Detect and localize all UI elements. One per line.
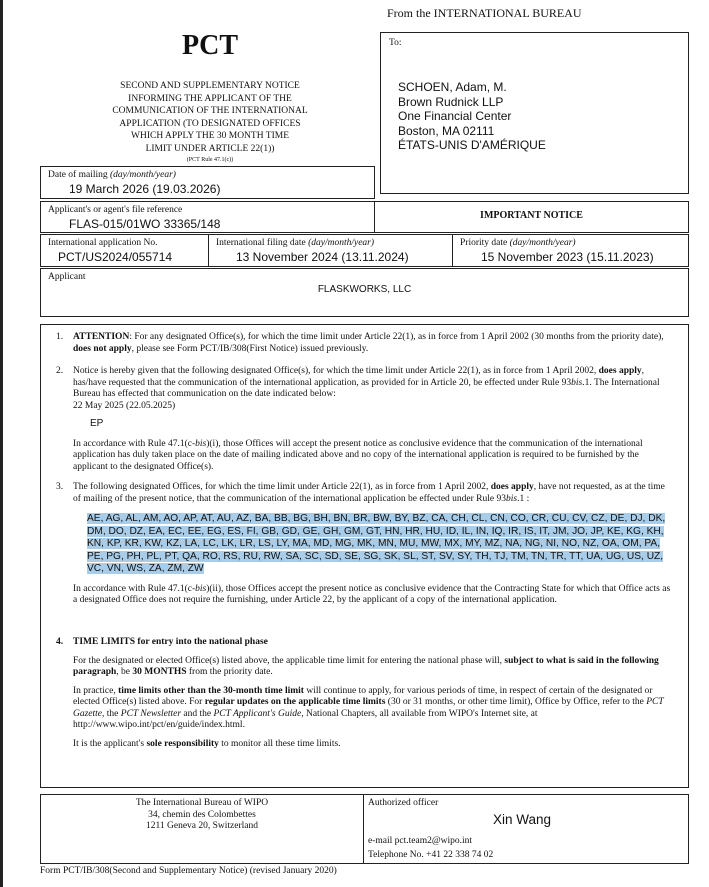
addressee [398, 80, 546, 153]
address-line: SCHOEN, Adam, M. [398, 80, 507, 94]
requesting-offices: EP [90, 418, 104, 429]
item-number: 1. [56, 332, 64, 342]
file-reference: FLAS-015/01WO 33365/148 [69, 217, 221, 231]
filing-date: 13 November 2024 (13.11.2024) [236, 250, 409, 264]
notice-line: APPLICATION (TO DESIGNATED OFFICES [119, 118, 301, 129]
form-identifier: Form PCT/IB/308(Second and Supplementary Notice) (revised January 2020) [40, 866, 337, 876]
intl-app-label: International application No. [48, 238, 158, 248]
application-info-row [40, 234, 689, 267]
officer-email: e-mail pct.team2@wipo.int [368, 836, 472, 846]
item-number: 2. [56, 366, 64, 376]
addressee-box [380, 32, 689, 194]
file-reference-box [40, 201, 689, 233]
bureau-address-line: 34, chemin des Colombettes [148, 809, 256, 820]
notice-line: INFORMING THE APPLICANT OF THE [128, 93, 292, 104]
file-reference-label: Applicant's or agent's file reference [48, 205, 183, 215]
applicant-name: FLASKWORKS, LLC [317, 284, 412, 295]
item-number: 4. [56, 637, 64, 647]
applicant-box [40, 268, 689, 317]
from-bureau: From the INTERNATIONAL BUREAU [387, 6, 582, 20]
bureau-address [41, 798, 363, 833]
communication-date: 22 May 2025 (22.05.2025) [73, 400, 176, 411]
time-limits-heading: TIME LIMITS for entry into the national phase [73, 637, 268, 647]
address-line: One Financial Center [398, 109, 512, 124]
mailing-date: 19 March 2026 (19.03.2026) [69, 182, 221, 196]
important-notice: IMPORTANT NOTICE [480, 210, 583, 221]
authorized-officer-name: Xin Wang [493, 812, 552, 827]
page-title: PCT [182, 30, 238, 61]
item-text: ATTENTION: For any designated Office(s), for which the time limit under Article 22(1), as in force from 1 April 2002 (30 months from the priority date), does not apply, please see Form PCT/IB/308(First Notice) issued previously. [73, 332, 664, 354]
item-text: Notice is hereby given that the following designated Office(s), for which the time limit under Article 22(1), as in force from 1 April 2002, does apply, has/have requested that the communication of the international application, as provided for in Article 20, be effected under Rule 93bis.1. The International Bureau has effected that communication on the date indicated below: 22 May 2025 (22.05.2025) EP In accordance with Rule 47.1(c-bis)(i), those Offices will accept the present notice as conclusive evidence that the communication of the international application has duly taken place on the date of mailing indicated above and no copy of the international application is required to be furnished by the applicant to the designated Office(s). [73, 366, 672, 473]
address-line: ÉTATS-UNIS D'AMÉRIQUE [398, 138, 546, 153]
filing-date-label: International filing date (day/month/year) [216, 238, 375, 248]
bureau-address-line: 1211 Geneva 20, Switzerland [145, 821, 259, 831]
notice-body [40, 324, 689, 788]
notice-title [96, 80, 324, 165]
to-label: To: [389, 38, 402, 48]
mailing-date-label: Date of mailing (day/month/year) [48, 170, 176, 180]
notice-line: SECOND AND SUPPLEMENTARY NOTICE [120, 81, 300, 91]
divider [208, 235, 209, 266]
item-text: The following designated Offices, for which the time limit under Article 22(1), as in force from 1 April 2002, does apply, have not requested, as at the time of mailing of the present notice, that the communication of the international application be effected under Rule 93bis.1 : AE, AG, AL, AM, AO, AP, AT, AU, AZ, BA, BB, BG, BH, BN, BR, BW, BY, BZ, CA, CH, CL, CN, CO, CR, CU, CV, CZ, DE, DJ, DK, DM, DO, DZ, EA, EC, EE, EG, ES, FI, GB, GD, GE, GH, GM, GT, HN, HR, HU, ID, IL, IN, IQ, IR, IS, IT, JM, JO, JP, KE, KG, KH, KN, KP, KR, KW, KZ, LA, LC, LK, LR, LS, LY, MA, MD, MG, MK, MN, MU, MW, MX, MY, MZ, NA, NG, NI, NO, NZ, OA, OM, PA, PE, PG, PH, PL, PT, QA, RO, RS, RU, RW, SA, SC, SD, SE, SG, SK, SL, ST, SV, SY, TH, TJ, TM, TN, TR, TT, UA, UG, US, UZ, VC, VN, WS, ZA, ZM, ZW In accordance with Rule 47.1(c-bis)(ii), those Offices accept the present notice as conclusive evidence that the Contracting State for which that Office acts as a designated Office does not require the furnishing, under Article 22, by the applicant of a copy of the international application. [73, 482, 671, 605]
divider [363, 795, 364, 863]
notice-line: LIMIT UNDER ARTICLE 22(1)) [145, 143, 275, 154]
item-number: 3. [56, 482, 64, 492]
priority-date-label: Priority date (day/month/year) [460, 238, 576, 248]
address-line: Brown Rudnick LLP [398, 94, 504, 109]
priority-date: 15 November 2023 (15.11.2023) [481, 250, 654, 264]
applicant-label: Applicant [48, 272, 86, 282]
divider [452, 235, 453, 266]
item-text: TIME LIMITS for entry into the national phase For the designated or elected Office(s) listed above, the applicable time limit for entering the national phase will, subject to what is said in the following paragraph, be 30 MONTHS from the priority date. In practice, time limits other than the 30-month time limit will continue to apply, for various periods of time, in respect of certain of the designated or elected Office(s) listed above. For regular updates on the applicable time limits (30 or 31 months, or other time limit), Office by Office, refer to the PCT Gazette, the PCT Newsletter and the PCT Applicant's Guide, National Chapters, all available from WIPO's Internet site, at http://www.wipo.int/pct/en/guide/index.html. It is the applicant's sole responsibility to monitor all these time limits. [73, 637, 672, 750]
authorized-officer-label: Authorized officer [368, 798, 439, 808]
mailing-date-box [40, 166, 375, 199]
address-line: Boston, MA 02111 [398, 123, 495, 138]
footer-box [40, 794, 689, 864]
bureau-address-line: The International Bureau of WIPO [135, 798, 269, 808]
notice-line: WHICH APPLY THE 30 MONTH TIME [131, 131, 289, 141]
notice-line: COMMUNICATION OF THE INTERNATIONAL [112, 106, 308, 116]
page-left-border [0, 0, 3, 887]
designated-offices-list: AE, AG, AL, AM, AO, AP, AT, AU, AZ, BA, BB, BG, BH, BN, BR, BW, BY, BZ, CA, CH, CL, CN, CO, CR, CU, CV, CZ, DE, DJ, DK, DM, DO, DZ, EA, EC, EE, EG, ES, FI, GB, GD, GE, GH, GM, GT, HN, HR, HU, ID, IL, IN, IQ, IR, IS, IT, JM, JO, JP, KE, KG, KH, KN, KP, KR, KW, KZ, LA, LC, LK, LR, LS, LY, MA, MD, MG, MK, MN, MU, MW, MX, MY, MZ, NA, NG, NI, NO, NZ, OA, OM, PA, PE, PG, PH, PL, PT, QA, RO, RS, RU, RW, SA, SC, SD, SE, SG, SK, SL, ST, SV, SY, TH, TJ, TM, TN, TR, TT, UA, UG, US, UZ, VC, VN, WS, ZA, ZM, ZW [87, 513, 666, 574]
pct-rule: (PCT Rule 47.1(c)) [186, 157, 234, 163]
officer-phone: Telephone No. +41 22 338 74 02 [368, 850, 494, 860]
intl-app-number: PCT/US2024/055714 [58, 250, 173, 264]
